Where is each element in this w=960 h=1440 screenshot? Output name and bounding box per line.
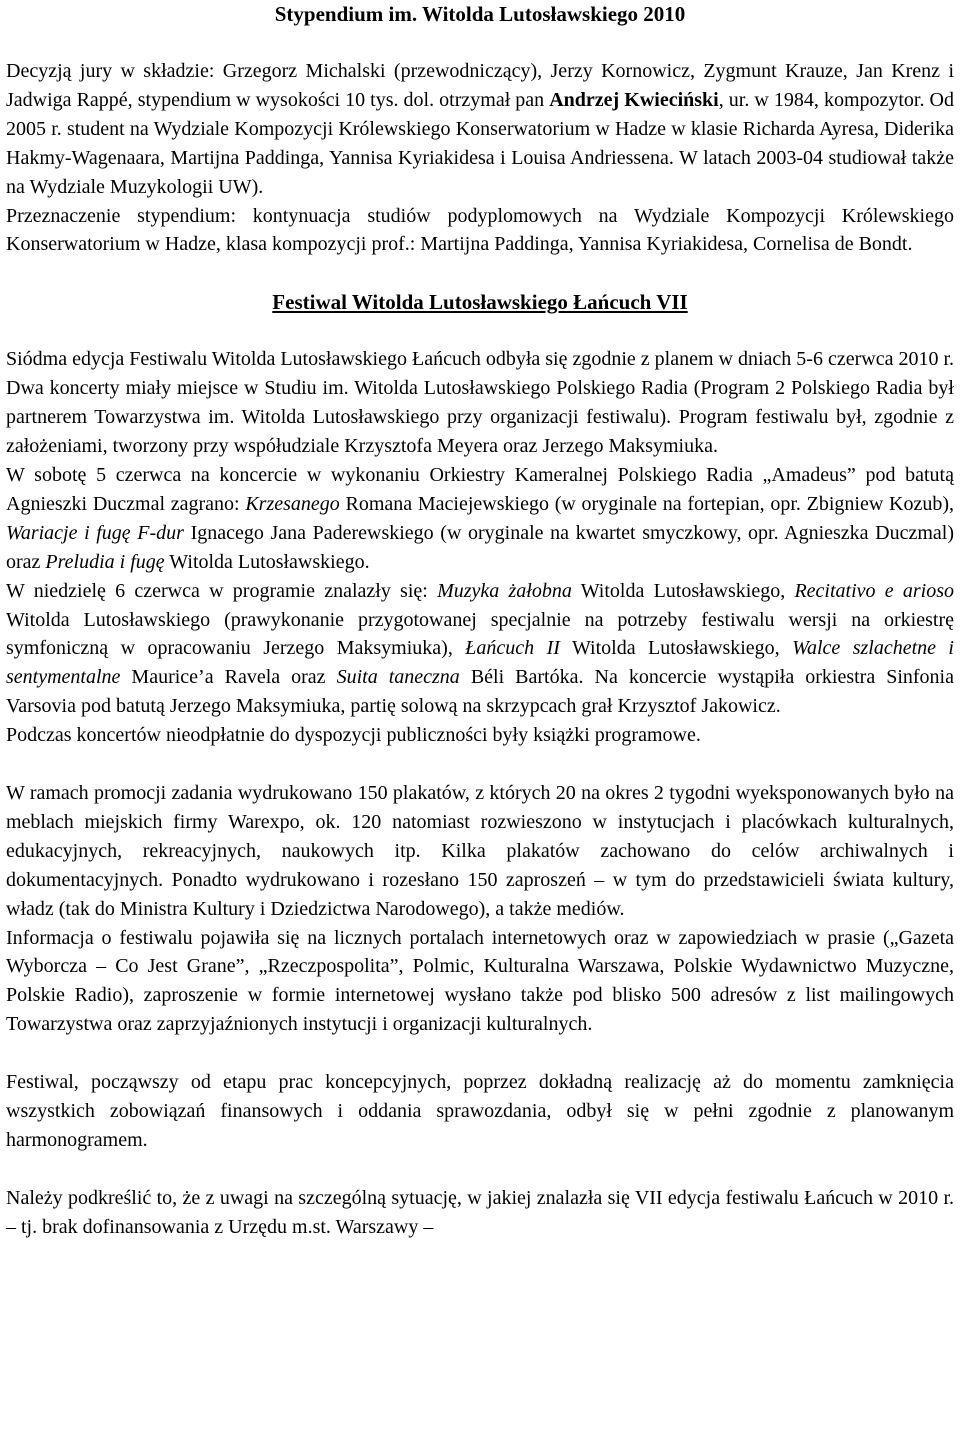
spacer xyxy=(6,259,954,288)
program-books-paragraph: Podczas koncertów nieodpłatnie do dyspozycji publiczności były książki programowe. xyxy=(6,724,701,747)
work-title: Suita taneczna xyxy=(336,666,460,689)
work-title: Walce szlachetne i sentymentalne xyxy=(6,637,954,689)
text-run: Witolda Lutosławskiego (prawykonanie przygotowanej specjalnie na potrzeby festiwalu wersji na orkiestrę symfoniczną w opracowaniu Jerzego Maksymiuka), xyxy=(6,608,954,660)
spacer xyxy=(6,1039,954,1068)
work-title: Łańcuch II xyxy=(465,637,560,660)
work-title: Muzyka żałobna xyxy=(437,579,572,602)
work-title: Krzesanego xyxy=(245,492,340,515)
text-run: , ur. w 1984, kompozytor. Od 2005 r. student na Wydziale Kompozycji Królewskiego Konserwatorium w Hadze w klasie Richarda Ayresa, Diderika Hakmy-Wagenaara, Martijna Paddinga, Yannisa Kyriakidesa i Louisa Andriessena. W latach 2003-04 studiował także na Wydziale Muzykologii UW). xyxy=(6,88,954,198)
festival-intro-paragraph: Siódma edycja Festiwalu Witolda Lutosławskiego Łańcuch odbyła się zgodnie z planem w dniach 5-6 czerwca 2010 r. Dwa koncerty miały miejsce w Studiu im. Witolda Lutosławskiego Polskiego Radia (Program 2 Polskiego Radia był partnerem Towarzystwa im. Witolda Lutosławskiego przy organizacji festiwalu). Program festiwalu był, zgodnie z założeniami, tworzony przy współudziale Krzysztofa Meyera oraz Jerzego Maksymiuka. xyxy=(6,348,954,458)
spacer xyxy=(6,316,954,345)
schedule-paragraph: Festiwal, począwszy od etapu prac koncepcyjnych, poprzez dokładną realizację aż do momentu zamknięcia wszystkich zobowiązań finansowych i oddania sprawozdania, odbył się w pełni zgodnie z planowanym harmonogramem. xyxy=(6,1071,954,1151)
work-title: Wariacje i fugę F-dur xyxy=(6,521,184,544)
scholarship-purpose-paragraph: Przeznaczenie stypendium: kontynuacja studiów podyplomowych na Wydziale Kompozycji Królewskiego Konserwatorium w Hadze, klasa kompozycji prof.: Martijna Paddinga, Yannisa Kyriakidesa, Cornelisa de Bondt. xyxy=(6,204,954,256)
work-title: Preludia i fugę xyxy=(45,550,165,573)
scholarship-decision-paragraph xyxy=(6,57,954,202)
festival-heading: Festiwal Witolda Lutosławskiego Łańcuch VII xyxy=(272,290,688,315)
text-run: Witolda Lutosławskiego, xyxy=(559,637,793,660)
text-run: Maurice’a Ravela oraz xyxy=(120,666,337,689)
spacer xyxy=(6,1155,954,1184)
spacer xyxy=(6,28,954,57)
work-title: Recitativo e arioso xyxy=(794,579,954,602)
laureate-name: Andrzej Kwieciński xyxy=(549,88,719,111)
text-run: Béli Bartóka. Na koncercie wystąpiła orkiestra Sinfonia Varsovia pod batutą Jerzego Maksymiuka, partię solową na skrzypcach grał Krzysztof Jakowicz. xyxy=(6,666,954,718)
promotion-paragraph: W ramach promocji zadania wydrukowano 150 plakatów, z których 20 na okres 2 tygodni wyeksponowanych było na meblach miejskich firmy Warexpo, ok. 120 natomiast rozwieszono w instytucjach i placówkach kulturalnych, edukacyjnych, rekreacyjnych, naukowych itp. Kilka plakatów zachowano do celów archiwalnych i dokumentacyjnych. Ponadto wydrukowano i rozesłano 150 zaproszeń – w tym do przedstawicieli świata kultury, władz (tak do Ministra Kultury i Dziedzictwa Narodowego), a także mediów. xyxy=(6,782,954,920)
text-run: Ignacego Jana Paderewskiego (w oryginale na kwartet smyczkowy, opr. Agnieszka Duczmal) oraz xyxy=(6,521,954,573)
document-title: Stypendium im. Witolda Lutosławskiego 2010 xyxy=(274,2,686,26)
sunday-concert-paragraph xyxy=(6,577,954,722)
text-run: W niedzielę 6 czerwca w programie znalazły się: xyxy=(6,579,438,602)
saturday-concert-paragraph xyxy=(6,461,954,577)
text-run: W sobotę 5 czerwca na koncercie w wykonaniu Orkiestry Kameralnej Polskiego Radia „Amadeus” pod batutą Agnieszki Duczmal zagrano: xyxy=(6,463,954,515)
spacer xyxy=(6,750,954,779)
funding-paragraph: Należy podkreślić to, że z uwagi na szczególną sytuację, w jakiej znalazła się VII edycja festiwalu Łańcuch w 2010 r. – tj. brak dofinansowania z Urzędu m.st. Warszawy – xyxy=(6,1186,954,1238)
text-run: Witolda Lutosławskiego, xyxy=(571,579,795,602)
media-paragraph: Informacja o festiwalu pojawiła się na licznych portalach internetowych oraz w zapowiedziach w prasie („Gazeta Wyborcza – Co Jest Grane”, „Rzeczpospolita”, Polmic, Kulturalna Warszawa, Polskie Wydawnictwo Muzyczne, Polskie Radio), zaproszenie w formie internetowej wysłano także pod blisko 500 adresów z list mailingowych Towarzystwa oraz zaprzyjaźnionych instytucji i organizacji kulturalnych. xyxy=(6,926,954,1036)
text-run: Witolda Lutosławskiego. xyxy=(164,550,370,573)
text-run: Romana Maciejewskiego (w oryginale na fortepian, opr. Zbigniew Kozub), xyxy=(339,492,954,515)
text-run: Decyzją jury w składzie: Grzegorz Michalski (przewodniczący), Jerzy Kornowicz, Zygmunt Krauze, Jan Krenz i Jadwiga Rappé, stypendium w wysokości 10 tys. dol. otrzymał pan xyxy=(6,60,954,111)
